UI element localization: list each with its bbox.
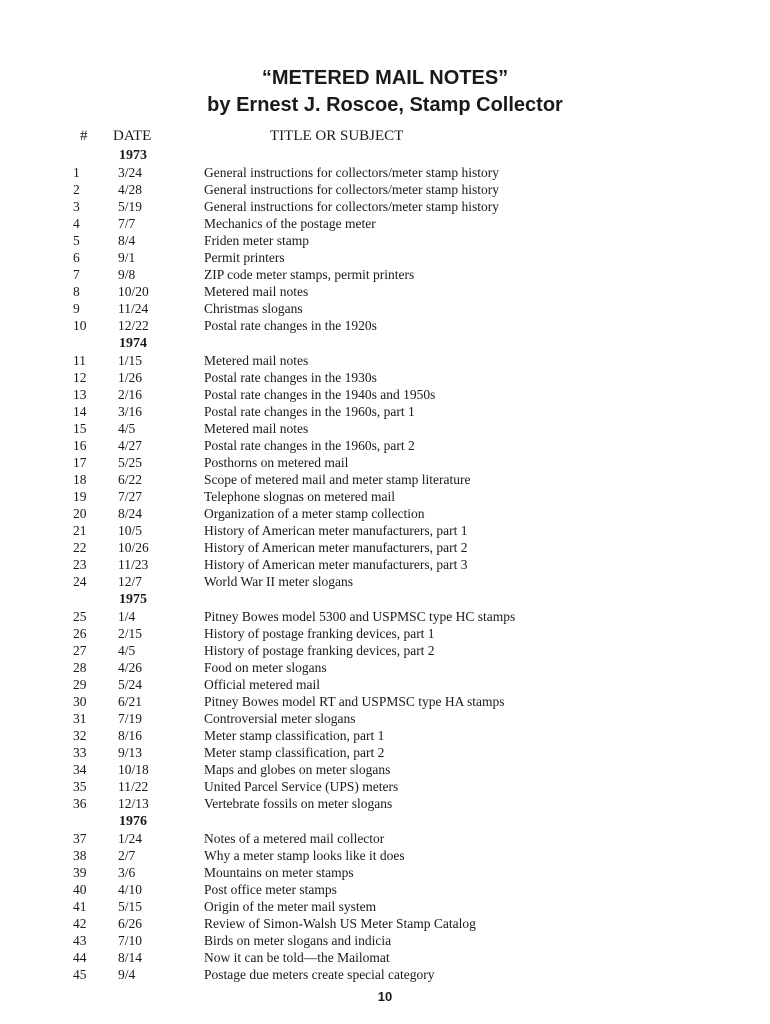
note-row [0, 283, 770, 300]
note-date: 12/13 [118, 796, 149, 811]
note-title: Vertebrate fossils on meter slogans [204, 796, 393, 811]
note-title: Christmas slogans [204, 301, 303, 316]
note-number: 28 [73, 660, 87, 675]
note-number: 5 [73, 233, 80, 248]
year-label: 1976 [119, 814, 147, 829]
note-row [0, 215, 770, 232]
year-heading [0, 146, 770, 164]
note-number: 37 [73, 831, 87, 846]
note-row [0, 830, 770, 847]
note-date: 10/26 [118, 540, 149, 555]
note-number: 45 [73, 967, 87, 982]
note-date: 12/7 [118, 574, 143, 589]
note-title: Metered mail notes [204, 353, 309, 368]
year-label: 1975 [119, 592, 147, 607]
note-date: 2/16 [118, 387, 143, 402]
note-title: Now it can be told—the Mailomat [204, 950, 390, 965]
note-title: United Parcel Service (UPS) meters [204, 779, 399, 794]
note-row [0, 710, 770, 727]
note-number: 15 [73, 421, 87, 436]
note-date: 9/1 [118, 250, 136, 265]
note-row [0, 881, 770, 898]
note-date: 8/16 [118, 728, 143, 743]
note-row [0, 642, 770, 659]
note-row [0, 266, 770, 283]
note-row [0, 727, 770, 744]
note-title: Postal rate changes in the 1940s and 1950s [204, 387, 436, 402]
note-row [0, 966, 770, 983]
note-row [0, 522, 770, 539]
note-title: Notes of a metered mail collector [204, 831, 385, 846]
note-date: 4/10 [118, 882, 143, 897]
note-date: 5/19 [118, 199, 143, 214]
note-row [0, 164, 770, 181]
note-row [0, 795, 770, 812]
note-title: Scope of metered mail and meter stamp literature [204, 472, 471, 487]
note-date: 1/24 [118, 831, 143, 846]
note-row [0, 403, 770, 420]
note-title: History of American meter manufacturers, part 3 [204, 557, 468, 572]
note-title: Friden meter stamp [204, 233, 309, 248]
note-row [0, 352, 770, 369]
note-row [0, 300, 770, 317]
year-heading [0, 334, 770, 352]
note-date: 1/26 [118, 370, 143, 385]
note-number: 32 [73, 728, 87, 743]
note-title: Mountains on meter stamps [204, 865, 354, 880]
note-date: 4/28 [118, 182, 143, 197]
note-date: 12/22 [118, 318, 149, 333]
note-row [0, 761, 770, 778]
note-row [0, 778, 770, 795]
notes-list [0, 146, 770, 983]
note-title: Metered mail notes [204, 284, 309, 299]
note-title: Meter stamp classification, part 1 [204, 728, 385, 743]
note-row [0, 249, 770, 266]
note-number: 24 [73, 574, 87, 589]
note-number: 22 [73, 540, 87, 555]
document-subtitle: by Ernest J. Roscoe, Stamp Collector [207, 94, 563, 116]
note-number: 34 [73, 762, 87, 777]
note-title: Postal rate changes in the 1930s [204, 370, 377, 385]
note-date: 3/24 [118, 165, 143, 180]
note-number: 27 [73, 643, 87, 658]
note-number: 10 [73, 318, 87, 333]
note-title: Organization of a meter stamp collection [204, 506, 425, 521]
note-row [0, 437, 770, 454]
note-date: 7/7 [118, 216, 136, 231]
note-row [0, 949, 770, 966]
note-row [0, 659, 770, 676]
note-number: 21 [73, 523, 87, 538]
note-number: 26 [73, 626, 87, 641]
note-title: Review of Simon-Walsh US Meter Stamp Catalog [204, 916, 476, 931]
page-number: 10 [377, 989, 393, 1004]
note-number: 16 [73, 438, 87, 453]
year-heading [0, 812, 770, 830]
year-label: 1974 [119, 336, 147, 351]
note-title: Food on meter slogans [204, 660, 327, 675]
note-row [0, 317, 770, 334]
note-number: 11 [73, 353, 86, 368]
header-title: TITLE OR SUBJECT [270, 128, 404, 144]
note-number: 38 [73, 848, 87, 863]
note-number: 18 [73, 472, 87, 487]
note-title: History of postage franking devices, part 2 [204, 643, 435, 658]
note-row [0, 864, 770, 881]
note-row [0, 232, 770, 249]
note-title: General instructions for collectors/meter stamp history [204, 165, 500, 180]
note-title: Postal rate changes in the 1960s, part 1 [204, 404, 415, 419]
header-number: # [80, 128, 88, 144]
note-date: 5/15 [118, 899, 143, 914]
note-row [0, 608, 770, 625]
note-title: Mechanics of the postage meter [204, 216, 376, 231]
note-title: Postal rate changes in the 1920s [204, 318, 377, 333]
note-date: 9/4 [118, 967, 136, 982]
note-date: 6/26 [118, 916, 143, 931]
note-number: 25 [73, 609, 87, 624]
note-date: 4/5 [118, 643, 136, 658]
note-title: Controversial meter slogans [204, 711, 356, 726]
note-title: Pitney Bowes model 5300 and USPMSC type HC stamps [204, 609, 516, 624]
note-date: 9/13 [118, 745, 143, 760]
note-row [0, 915, 770, 932]
note-row [0, 471, 770, 488]
note-number: 35 [73, 779, 87, 794]
note-title: History of American meter manufacturers, part 1 [204, 523, 468, 538]
note-date: 7/19 [118, 711, 143, 726]
note-date: 5/25 [118, 455, 143, 470]
note-date: 2/7 [118, 848, 136, 863]
note-title: Maps and globes on meter slogans [204, 762, 391, 777]
note-date: 7/10 [118, 933, 143, 948]
note-row [0, 744, 770, 761]
note-title: World War II meter slogans [204, 574, 354, 589]
note-date: 10/20 [118, 284, 149, 299]
note-number: 12 [73, 370, 87, 385]
year-label: 1973 [119, 148, 147, 163]
note-title: Postal rate changes in the 1960s, part 2 [204, 438, 415, 453]
note-date: 1/4 [118, 609, 136, 624]
header-date: DATE [113, 128, 152, 144]
note-number: 19 [73, 489, 87, 504]
note-number: 7 [73, 267, 80, 282]
note-title: Why a meter stamp looks like it does [204, 848, 405, 863]
note-number: 42 [73, 916, 87, 931]
note-row [0, 369, 770, 386]
note-date: 10/18 [118, 762, 149, 777]
note-title: Pitney Bowes model RT and USPMSC type HA stamps [204, 694, 505, 709]
note-row [0, 420, 770, 437]
note-number: 31 [73, 711, 87, 726]
note-row [0, 898, 770, 915]
note-number: 6 [73, 250, 80, 265]
note-number: 23 [73, 557, 87, 572]
note-title: Permit printers [204, 250, 285, 265]
note-title: General instructions for collectors/meter stamp history [204, 182, 500, 197]
note-number: 39 [73, 865, 87, 880]
note-date: 4/26 [118, 660, 143, 675]
note-number: 17 [73, 455, 87, 470]
note-number: 1 [73, 165, 80, 180]
note-title: Posthorns on metered mail [204, 455, 349, 470]
note-row [0, 454, 770, 471]
note-row [0, 198, 770, 215]
note-number: 43 [73, 933, 87, 948]
note-title: Post office meter stamps [204, 882, 337, 897]
note-number: 44 [73, 950, 87, 965]
note-number: 41 [73, 899, 87, 914]
note-title: Meter stamp classification, part 2 [204, 745, 385, 760]
note-row [0, 386, 770, 403]
note-title: History of American meter manufacturers, part 2 [204, 540, 468, 555]
note-row [0, 556, 770, 573]
note-row [0, 539, 770, 556]
note-number: 9 [73, 301, 80, 316]
note-date: 6/22 [118, 472, 143, 487]
note-date: 7/27 [118, 489, 143, 504]
note-number: 33 [73, 745, 87, 760]
note-date: 4/27 [118, 438, 143, 453]
note-date: 3/6 [118, 865, 136, 880]
note-number: 40 [73, 882, 87, 897]
note-number: 13 [73, 387, 87, 402]
note-date: 5/24 [118, 677, 143, 692]
note-row [0, 181, 770, 198]
note-number: 36 [73, 796, 87, 811]
note-title: Telephone slognas on metered mail [204, 489, 395, 504]
note-date: 1/15 [118, 353, 143, 368]
note-title: Metered mail notes [204, 421, 309, 436]
note-row [0, 625, 770, 642]
note-number: 30 [73, 694, 87, 709]
document-title: “METERED MAIL NOTES” [261, 67, 509, 89]
note-title: General instructions for collectors/meter stamp history [204, 199, 500, 214]
note-number: 2 [73, 182, 80, 197]
note-date: 6/21 [118, 694, 143, 709]
note-date: 2/15 [118, 626, 143, 641]
note-number: 29 [73, 677, 87, 692]
note-date: 8/24 [118, 506, 143, 521]
note-date: 11/23 [118, 557, 149, 572]
note-date: 11/24 [118, 301, 149, 316]
note-date: 3/16 [118, 404, 143, 419]
note-title: ZIP code meter stamps, permit printers [204, 267, 415, 282]
note-number: 3 [73, 199, 80, 214]
note-date: 9/8 [118, 267, 136, 282]
note-title: Postage due meters create special category [204, 967, 435, 982]
note-number: 14 [73, 404, 87, 419]
note-title: Origin of the meter mail system [204, 899, 377, 914]
note-number: 4 [73, 216, 80, 231]
note-number: 8 [73, 284, 80, 299]
note-title: Birds on meter slogans and indicia [204, 933, 392, 948]
note-date: 4/5 [118, 421, 136, 436]
note-row [0, 693, 770, 710]
note-row [0, 676, 770, 693]
note-date: 10/5 [118, 523, 143, 538]
note-row [0, 488, 770, 505]
note-number: 20 [73, 506, 87, 521]
note-date: 11/22 [118, 779, 149, 794]
note-row [0, 932, 770, 949]
note-row [0, 847, 770, 864]
note-title: History of postage franking devices, part 1 [204, 626, 435, 641]
note-date: 8/14 [118, 950, 143, 965]
note-title: Official metered mail [204, 677, 320, 692]
note-date: 8/4 [118, 233, 136, 248]
year-heading [0, 590, 770, 608]
note-row [0, 573, 770, 590]
note-row [0, 505, 770, 522]
